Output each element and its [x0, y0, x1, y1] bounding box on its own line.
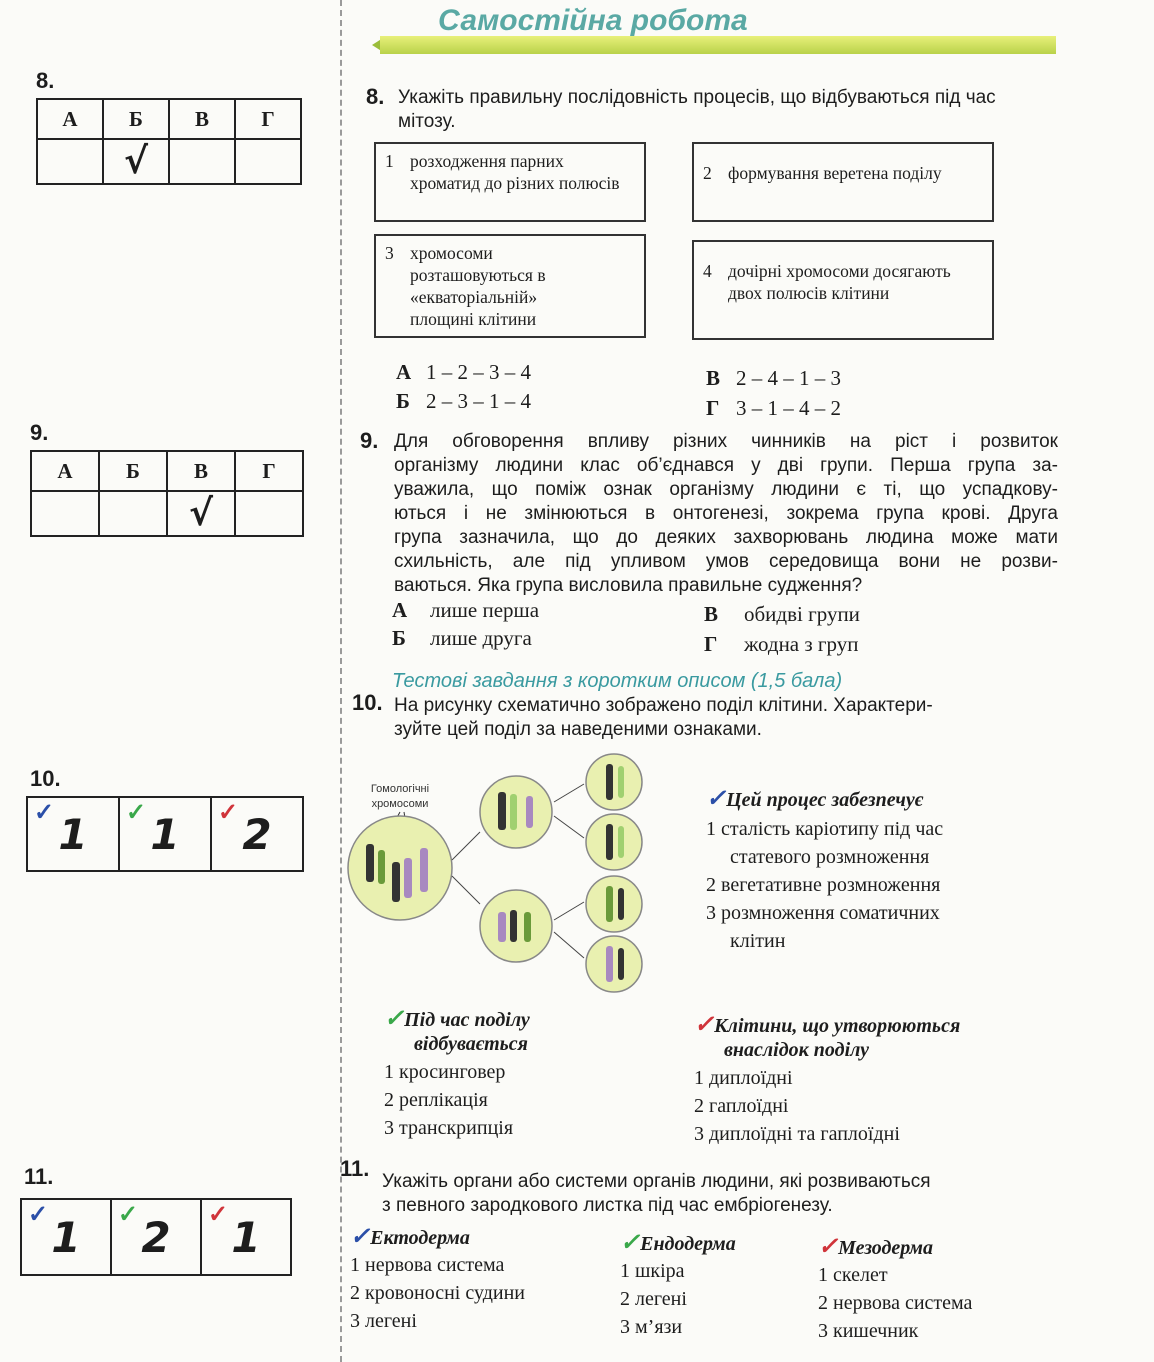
answer-9-grid	[30, 450, 304, 537]
option-v[interactable]	[706, 366, 841, 391]
question-8-text: Укажіть правильну послідовність процесів, що відбуваються під час мітозу.	[398, 87, 996, 132]
question-9-line: ваються. Яка група висловила правильне судження?	[394, 575, 863, 596]
option-text: лише перша	[430, 598, 540, 622]
criterion-option[interactable]: 3 диплоїдні та гаплоїдні	[694, 1123, 900, 1145]
chromosome	[420, 848, 428, 892]
germ-layer-title: Ектодерма	[370, 1227, 470, 1249]
question-9-text	[394, 430, 1058, 598]
process-text: хромосоми розташовуються в «екваторіальній» площині клітини	[410, 243, 546, 329]
answer-8-cell[interactable]	[169, 139, 235, 184]
blue-check-icon: ✓	[706, 786, 727, 812]
chromosome	[618, 766, 624, 798]
question-10-text	[394, 694, 1058, 742]
criterion-during-division	[384, 1004, 684, 1142]
figure-label: Гомологічні	[370, 783, 430, 795]
chromosome	[606, 764, 613, 800]
question-9-line: ються і не змінюються в онтогенезі, зокрема група крові. Друга	[394, 503, 1058, 524]
answer-10-number: 10.	[30, 766, 61, 791]
option-v[interactable]	[704, 602, 860, 627]
answer-8-checkmark: √	[123, 141, 148, 182]
answer-11-cell[interactable]	[111, 1199, 201, 1275]
organ-option[interactable]: 1 скелет	[818, 1264, 888, 1286]
page-title: Самостійна робота	[438, 4, 748, 37]
granddaughter-cell	[586, 936, 642, 992]
option-g[interactable]	[706, 396, 841, 421]
process-box	[692, 240, 994, 340]
process-box	[374, 142, 646, 222]
criterion-option[interactable]: 1 кросинговер	[384, 1061, 506, 1083]
process-box	[692, 142, 994, 222]
answer-8-number: 8.	[36, 68, 55, 93]
answer-11-number: 11.	[24, 1164, 54, 1189]
green-check-icon: ✓	[384, 1006, 405, 1032]
question-9-number: 9.	[360, 428, 379, 453]
blue-check-icon: ✓	[28, 1202, 49, 1228]
chromosome	[606, 946, 613, 982]
chromosome	[498, 912, 506, 942]
answer-8-cell[interactable]	[37, 139, 103, 184]
answer-9-checkmark: √	[188, 493, 213, 534]
answer-11-value: 1	[231, 1212, 261, 1262]
criterion-title: Під час поділу	[404, 1009, 530, 1031]
answer-9-letter: В	[167, 451, 235, 491]
answer-10-grid	[26, 796, 304, 872]
option-letter: В	[706, 366, 721, 390]
option-text: 2 – 4 – 1 – 3	[736, 366, 841, 390]
criterion-title: відбувається	[414, 1033, 528, 1055]
criterion-title: Цей процес забезпечує	[726, 789, 924, 811]
process-text: дочірні хромосоми досягають двох полюсів клітини	[728, 261, 951, 303]
criterion-resulting-cells	[694, 1010, 1074, 1148]
red-check-icon: ✓	[208, 1202, 229, 1228]
germ-layer-title: Ендодерма	[640, 1233, 736, 1255]
cell-division-figure	[340, 752, 660, 1002]
answer-10-cell[interactable]	[119, 797, 211, 871]
question-11-number: 11.	[340, 1156, 370, 1181]
granddaughter-cell	[586, 876, 642, 932]
chromosome	[510, 910, 517, 942]
answer-10-cell[interactable]	[211, 797, 303, 871]
chromosome	[392, 862, 400, 902]
option-text: 2 – 3 – 1 – 4	[426, 389, 531, 413]
organ-option[interactable]: 2 нервова система	[818, 1292, 973, 1314]
criterion-option[interactable]: 2 реплікація	[384, 1089, 488, 1111]
answer-11-value: 2	[141, 1212, 171, 1262]
option-letter: Г	[704, 632, 718, 656]
answer-8-letter: Г	[235, 99, 301, 139]
answer-11-value: 1	[51, 1212, 81, 1262]
granddaughter-cell	[586, 754, 642, 810]
option-letter: В	[704, 602, 719, 626]
header-bar	[380, 36, 1056, 54]
question-8-number: 8.	[366, 84, 385, 109]
answer-10-value: 2	[242, 809, 272, 859]
option-text: жодна з груп	[744, 632, 859, 656]
option-text: 1 – 2 – 3 – 4	[426, 360, 531, 384]
option-letter: Г	[706, 396, 720, 420]
answer-8-cell[interactable]	[235, 139, 301, 184]
red-check-icon: ✓	[694, 1012, 715, 1038]
chromosome	[618, 826, 624, 858]
process-box	[374, 234, 646, 338]
chromosome	[498, 792, 506, 830]
criterion-title: внаслідок поділу	[724, 1039, 870, 1061]
green-check-icon: ✓	[118, 1202, 139, 1228]
red-check-icon: ✓	[818, 1234, 839, 1260]
question-11-text	[382, 1170, 1062, 1218]
option-b[interactable]	[396, 389, 531, 414]
question-9-line: Для обговорення впливу різних чинників на ріст і розвиток	[394, 431, 1058, 452]
option-letter: А	[396, 360, 412, 384]
process-text: формування веретена поділу	[728, 163, 942, 183]
answer-8-grid	[36, 98, 302, 185]
chromosome	[510, 794, 517, 830]
chromosome	[606, 886, 613, 922]
criterion-process	[706, 784, 1086, 955]
option-letter: Б	[392, 626, 406, 650]
question-9-line: схильність, але під упливом умов середовища вони не розви-	[394, 551, 1058, 572]
criterion-option[interactable]: 3 розмноження соматичних	[706, 902, 940, 924]
arrow	[452, 832, 480, 860]
question-10-line: На рисунку схематично зображено поділ клітини. Характери-	[394, 695, 933, 716]
red-check-icon: ✓	[218, 800, 239, 826]
criterion-option[interactable]: 3 транскрипція	[384, 1117, 514, 1139]
arrow	[452, 876, 480, 904]
germ-layer-title: Мезодерма	[838, 1237, 934, 1259]
question-9-line: уважила, що поміж ознак організму людини є ті, що успадкову-	[394, 479, 1058, 500]
organ-option[interactable]: 2 легені	[620, 1288, 687, 1310]
answer-10-value: 1	[150, 809, 180, 859]
chromosome	[524, 912, 531, 942]
option-g[interactable]	[704, 632, 859, 657]
blue-check-icon: ✓	[350, 1224, 371, 1250]
germ-layer-ectoderm	[350, 1222, 610, 1335]
blue-check-icon: ✓	[34, 800, 55, 826]
criterion-option[interactable]: 2 гаплоїдні	[694, 1095, 789, 1117]
criterion-option[interactable]: 2 вегетативне розмноження	[706, 874, 941, 896]
answer-11-cell[interactable]	[201, 1199, 291, 1275]
organ-option[interactable]: 1 нервова система	[350, 1254, 505, 1276]
green-check-icon: ✓	[620, 1230, 641, 1256]
arrow	[554, 902, 584, 920]
chromosome	[606, 824, 613, 860]
criterion-title: Клітини, що утворюються	[714, 1015, 961, 1037]
question-10-line: зуйте цей поділ за наведеними ознаками.	[394, 719, 762, 740]
answer-9-letter: Г	[235, 451, 303, 491]
germ-layer-endoderm	[620, 1228, 820, 1341]
organ-option[interactable]: 3 м’язи	[620, 1316, 683, 1338]
criterion-option-cont: клітин	[730, 930, 786, 952]
process-number: 1	[385, 151, 394, 171]
option-text: лише друга	[430, 626, 532, 650]
chromosome	[366, 844, 374, 882]
answer-9-letter: Б	[99, 451, 167, 491]
question-9-line: група зазначила, що до деяких захворювань людина може мати	[394, 527, 1058, 548]
chromosome	[404, 858, 412, 898]
arrow	[554, 816, 584, 838]
question-9-line: організму людини клас об’єднався у дві групи. Перша група за-	[394, 455, 1058, 476]
answer-10-value: 1	[58, 809, 88, 859]
answer-11-grid	[20, 1198, 292, 1276]
process-number: 3	[385, 243, 394, 263]
arrow	[554, 784, 584, 802]
organ-option[interactable]: 3 кишечник	[818, 1320, 919, 1342]
chromosome	[378, 850, 385, 884]
question-11-line: Укажіть органи або системи органів людини, які розвиваються	[382, 1171, 931, 1192]
organ-option[interactable]: 2 кровоносні судини	[350, 1282, 525, 1304]
process-text: розходження парних хроматид до різних полюсів	[410, 151, 620, 193]
organ-option[interactable]: 1 шкіра	[620, 1260, 685, 1282]
answer-9-cell[interactable]	[167, 491, 235, 536]
answer-8-cell[interactable]	[103, 139, 169, 184]
process-number: 4	[703, 261, 712, 281]
chromosome	[526, 796, 533, 828]
answer-9-letter: А	[31, 451, 99, 491]
organ-option[interactable]: 3 легені	[350, 1310, 417, 1332]
option-a[interactable]	[396, 360, 531, 385]
answer-9-cell[interactable]	[99, 491, 167, 536]
germ-layer-mesoderm	[818, 1232, 1058, 1345]
granddaughter-cell	[586, 814, 642, 870]
option-text: 3 – 1 – 4 – 2	[736, 396, 841, 420]
option-letter: А	[392, 598, 408, 622]
question-10-number: 10.	[352, 690, 383, 715]
criterion-option-cont: статевого розмноження	[730, 846, 930, 868]
figure-label: хромосоми	[371, 798, 429, 810]
answer-8-letter: Б	[103, 99, 169, 139]
option-a[interactable]	[392, 598, 539, 623]
answer-8-letter: А	[37, 99, 103, 139]
option-text: обидві групи	[744, 602, 860, 626]
process-number: 2	[703, 163, 712, 183]
green-check-icon: ✓	[126, 800, 147, 826]
section-heading: Тестові завдання з коротким описом (1,5 бала)	[392, 670, 843, 692]
answer-9-cell[interactable]	[235, 491, 303, 536]
option-letter: Б	[396, 389, 410, 413]
answer-8-letter: В	[169, 99, 235, 139]
answer-9-number: 9.	[30, 420, 49, 445]
option-b[interactable]	[392, 626, 532, 651]
chromosome	[618, 948, 624, 980]
answer-11-cell[interactable]	[21, 1199, 111, 1275]
arrow	[554, 932, 584, 958]
answer-9-cell[interactable]	[31, 491, 99, 536]
question-11-line: з певного зародкового листка під час ембріогенезу.	[382, 1195, 833, 1216]
criterion-option[interactable]: 1 диплоїдні	[694, 1067, 793, 1089]
chromosome	[618, 888, 624, 920]
criterion-option[interactable]: 1 сталість каріотипу під час	[706, 818, 944, 840]
answer-10-cell[interactable]	[27, 797, 119, 871]
